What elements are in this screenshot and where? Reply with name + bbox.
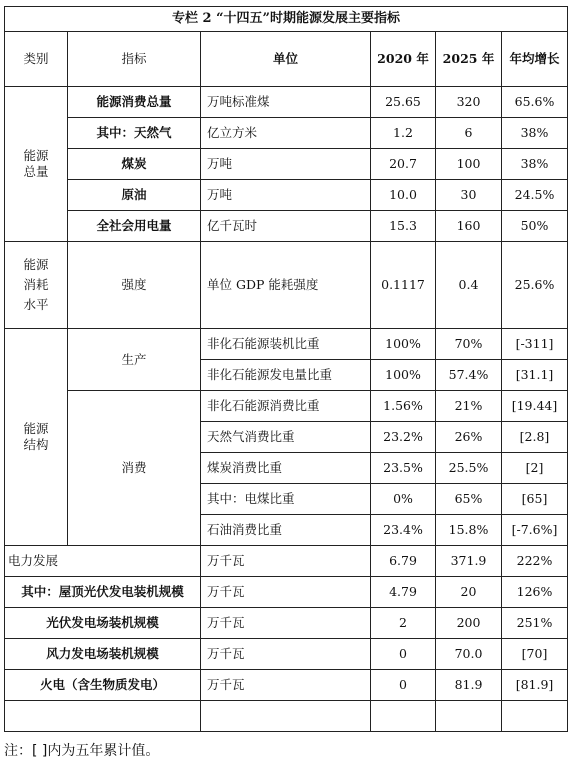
- value-2020-cell: 23.4%: [371, 515, 436, 546]
- unit-cell: 万吨: [201, 149, 371, 180]
- subgroup-consumption: 消费: [68, 391, 201, 546]
- growth-cell: 65.6%: [502, 87, 568, 118]
- value-2025-cell: 81.9: [436, 670, 502, 701]
- unit-cell: 天然气消费比重: [201, 422, 371, 453]
- value-2020-cell: 0: [371, 670, 436, 701]
- growth-cell: 251%: [502, 608, 568, 639]
- unit-cell: 非化石能源装机比重: [201, 329, 371, 360]
- indicator-cell: 其中：天然气: [68, 118, 201, 149]
- growth-cell: 25.6%: [502, 242, 568, 329]
- growth-cell: [31.1]: [502, 360, 568, 391]
- value-2025-cell: 25.5%: [436, 453, 502, 484]
- growth-cell: [-7.6%]: [502, 515, 568, 546]
- table-row: [5, 118, 568, 149]
- unit-cell: 单位 GDP 能耗强度: [201, 242, 371, 329]
- value-2025-cell: 65%: [436, 484, 502, 515]
- table-row: [5, 242, 568, 329]
- table-row: [5, 211, 568, 242]
- value-2020-cell: 1.56%: [371, 391, 436, 422]
- value-2020-cell: 0: [371, 639, 436, 670]
- value-2020-cell: 1.2: [371, 118, 436, 149]
- unit-cell: 非化石能源发电量比重: [201, 360, 371, 391]
- header-unit: 单位: [201, 32, 371, 87]
- value-2020-cell: 15.3: [371, 211, 436, 242]
- header-category: 类别: [5, 32, 68, 87]
- value-2025-cell: 160: [436, 211, 502, 242]
- value-2020-cell: 6.79: [371, 546, 436, 577]
- unit-cell: 万千瓦: [201, 577, 371, 608]
- value-2025-cell: 30: [436, 180, 502, 211]
- value-2025-cell: 320: [436, 87, 502, 118]
- header-indicator: 指标: [68, 32, 201, 87]
- indicator-cell: 原油: [68, 180, 201, 211]
- indicator-cell: 其中：屋顶光伏发电装机规模: [5, 577, 201, 608]
- value-2020-cell: 23.2%: [371, 422, 436, 453]
- table-title: 专栏 2 “十四五”时期能源发展主要指标: [5, 7, 568, 32]
- value-2025-cell: 21%: [436, 391, 502, 422]
- unit-cell: 石油消费比重: [201, 515, 371, 546]
- value-2025-cell: 100: [436, 149, 502, 180]
- group-energy-intensity: 能源消耗水平: [5, 242, 68, 329]
- unit-cell: 亿千瓦时: [201, 211, 371, 242]
- indicator-cell: 火电（含生物质发电）: [5, 670, 201, 701]
- growth-cell: [19.44]: [502, 391, 568, 422]
- value-2025-cell: 6: [436, 118, 502, 149]
- growth-cell: [65]: [502, 484, 568, 515]
- unit-cell: 亿立方米: [201, 118, 371, 149]
- value-2020-cell: 10.0: [371, 180, 436, 211]
- table-row: [5, 639, 568, 670]
- unit-cell: 万千瓦: [201, 546, 371, 577]
- unit-cell: 万吨标准煤: [201, 87, 371, 118]
- growth-cell: [-311]: [502, 329, 568, 360]
- unit-cell: 万千瓦: [201, 608, 371, 639]
- header-2020: 2020 年: [371, 32, 436, 87]
- value-2025-cell: 15.8%: [436, 515, 502, 546]
- growth-cell: 126%: [502, 577, 568, 608]
- value-2020-cell: 0.1117: [371, 242, 436, 329]
- group-energy-total: 能源总量: [5, 87, 68, 242]
- indicator-cell: 电力发展: [5, 546, 201, 577]
- indicator-cell: 能源消费总量: [68, 87, 201, 118]
- growth-cell: 50%: [502, 211, 568, 242]
- value-2025-cell: 371.9: [436, 546, 502, 577]
- unit-cell: 非化石能源消费比重: [201, 391, 371, 422]
- value-2020-cell: 23.5%: [371, 453, 436, 484]
- unit-cell: 其中：电煤比重: [201, 484, 371, 515]
- growth-cell: [70]: [502, 639, 568, 670]
- value-2025-cell: 26%: [436, 422, 502, 453]
- growth-cell: [81.9]: [502, 670, 568, 701]
- indicator-cell: 全社会用电量: [68, 211, 201, 242]
- table-row: [5, 546, 568, 577]
- indicator-cell: 强度: [68, 242, 201, 329]
- value-2020-cell: 20.7: [371, 149, 436, 180]
- value-2025-cell: 200: [436, 608, 502, 639]
- value-2020-cell: 4.79: [371, 577, 436, 608]
- subgroup-production: 生产: [68, 329, 201, 391]
- table-footnote: 注：[ ]内为五年累计值。: [4, 743, 160, 759]
- unit-cell: 万千瓦: [201, 670, 371, 701]
- table-row: [5, 149, 568, 180]
- header-growth: 年均增长: [502, 32, 568, 87]
- value-2020-cell: 100%: [371, 360, 436, 391]
- table-row-empty: [5, 701, 568, 732]
- value-2020-cell: 2: [371, 608, 436, 639]
- indicator-cell: 光伏发电场装机规模: [5, 608, 201, 639]
- growth-cell: 24.5%: [502, 180, 568, 211]
- indicator-cell: 煤炭: [68, 149, 201, 180]
- unit-cell: 万千瓦: [201, 639, 371, 670]
- table-row: [5, 391, 568, 422]
- value-2020-cell: 0%: [371, 484, 436, 515]
- energy-indicators-table: [4, 6, 568, 732]
- growth-cell: [2.8]: [502, 422, 568, 453]
- value-2025-cell: 70%: [436, 329, 502, 360]
- table-row: [5, 608, 568, 639]
- value-2025-cell: 57.4%: [436, 360, 502, 391]
- unit-cell: 煤炭消费比重: [201, 453, 371, 484]
- value-2025-cell: 0.4: [436, 242, 502, 329]
- group-energy-structure: 能源结构: [5, 329, 68, 546]
- table-row: [5, 329, 568, 360]
- value-2020-cell: 100%: [371, 329, 436, 360]
- growth-cell: 222%: [502, 546, 568, 577]
- table-row: [5, 87, 568, 118]
- growth-cell: [2]: [502, 453, 568, 484]
- growth-cell: 38%: [502, 118, 568, 149]
- unit-cell: 万吨: [201, 180, 371, 211]
- indicator-cell: 风力发电场装机规模: [5, 639, 201, 670]
- growth-cell: 38%: [502, 149, 568, 180]
- header-2025: 2025 年: [436, 32, 502, 87]
- table-row: [5, 670, 568, 701]
- table-row: [5, 577, 568, 608]
- value-2025-cell: 70.0: [436, 639, 502, 670]
- value-2020-cell: 25.65: [371, 87, 436, 118]
- table-row: [5, 180, 568, 211]
- value-2025-cell: 20: [436, 577, 502, 608]
